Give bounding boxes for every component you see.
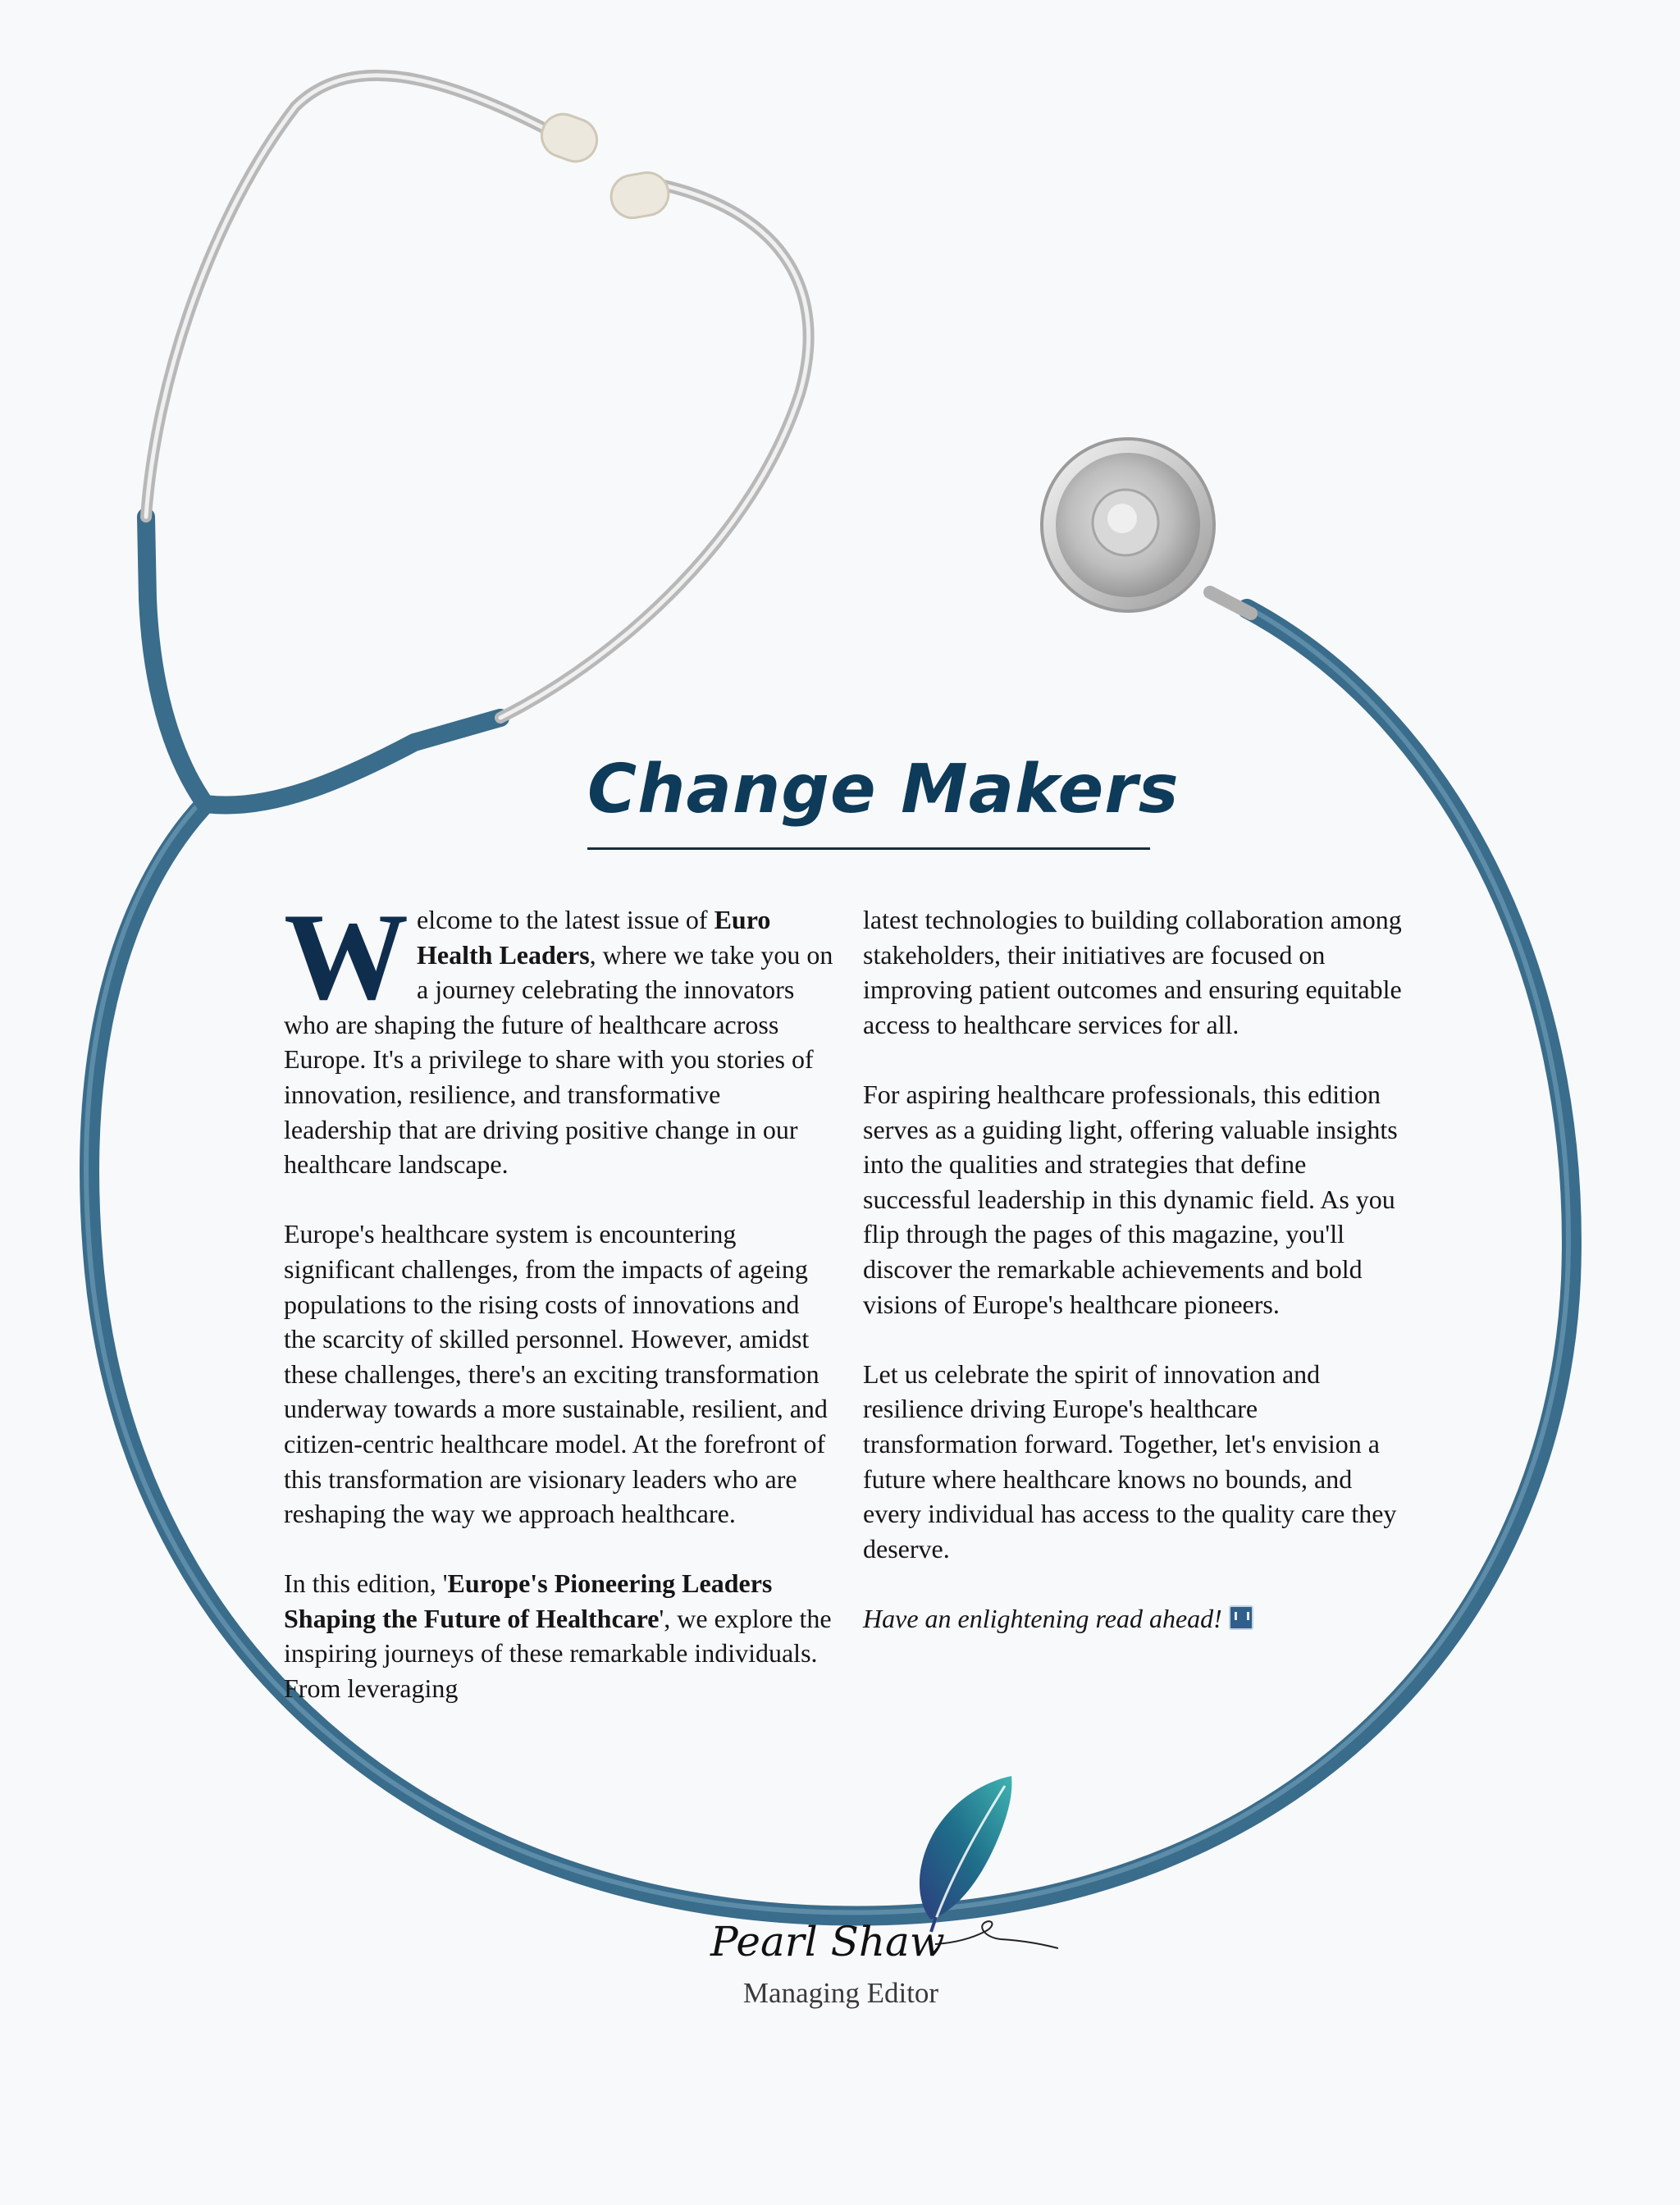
book-emoji-icon [1229,1605,1253,1630]
title-block [587,742,1180,850]
aspiring-paragraph: For aspiring healthcare professionals, this edition serves as a guiding light, offering valuable insights into the qualities and strategies that define successful leadership in this dynamic field. As you flip through the pages of this magazine, you'll discover the remarkable achievements and bold visions of Europe's healthcare pioneers. [863,1079,1398,1319]
edition-title: Europe's Pioneering Leaders Shaping the Future of Healthcare [284,1568,773,1633]
left-column [284,888,833,1741]
signature-flourish [935,1911,1058,1969]
drop-cap: W [284,888,409,1025]
editor-role: Managing Editor [742,1977,939,2009]
initiatives-paragraph: latest technologies to building collaboration among stakeholders, their initiatives are focused on improving patient outcomes and ensuring equitable access to healthcare services for all. [863,905,1402,1039]
celebrate-paragraph: Let us celebrate the spirit of innovation and resilience driving Europe's healthcare transformation forward. Together, let's envision a future where healthcare knows no bounds, and every individual has access to the quality care they deserve. [863,1358,1397,1564]
editor-signature: Pearl Shaw [710,1918,945,1965]
closing-line: Have an enlightening read ahead! [863,1601,1413,1637]
challenges-paragraph: Europe's healthcare system is encountering significant challenges, from the impacts of ageing populations to the rising costs of innovations and the scarcity of skilled personnel. However, amidst these challenges, there's an exciting transformation underway towards a more sustainable, resilient, and citizen-centric healthcare model. At the forefront of this transformation are visionary leaders who are reshaping the way we approach healthcare. [284,1219,828,1529]
intro-paragraph: Welcome to the latest issue of Euro Health Leaders, where we take you on a journey celebrating the innovators who are shaping the future of healthcare across Europe. It's a privilege to share with you stories of innovation, resilience, and transformative leadership that are driving positive change in our healthcare landscape. [284,888,833,1180]
edition-paragraph: In this edition, 'Europe's Pioneering Leaders Shaping the Future of Healthcare', we explore the inspiring journeys of these remarkable individuals. From leveraging [284,1568,832,1704]
right-column [863,902,1413,1671]
page-title: Change Makers [587,751,1180,829]
magazine-name: Euro Health Leaders [417,905,771,970]
